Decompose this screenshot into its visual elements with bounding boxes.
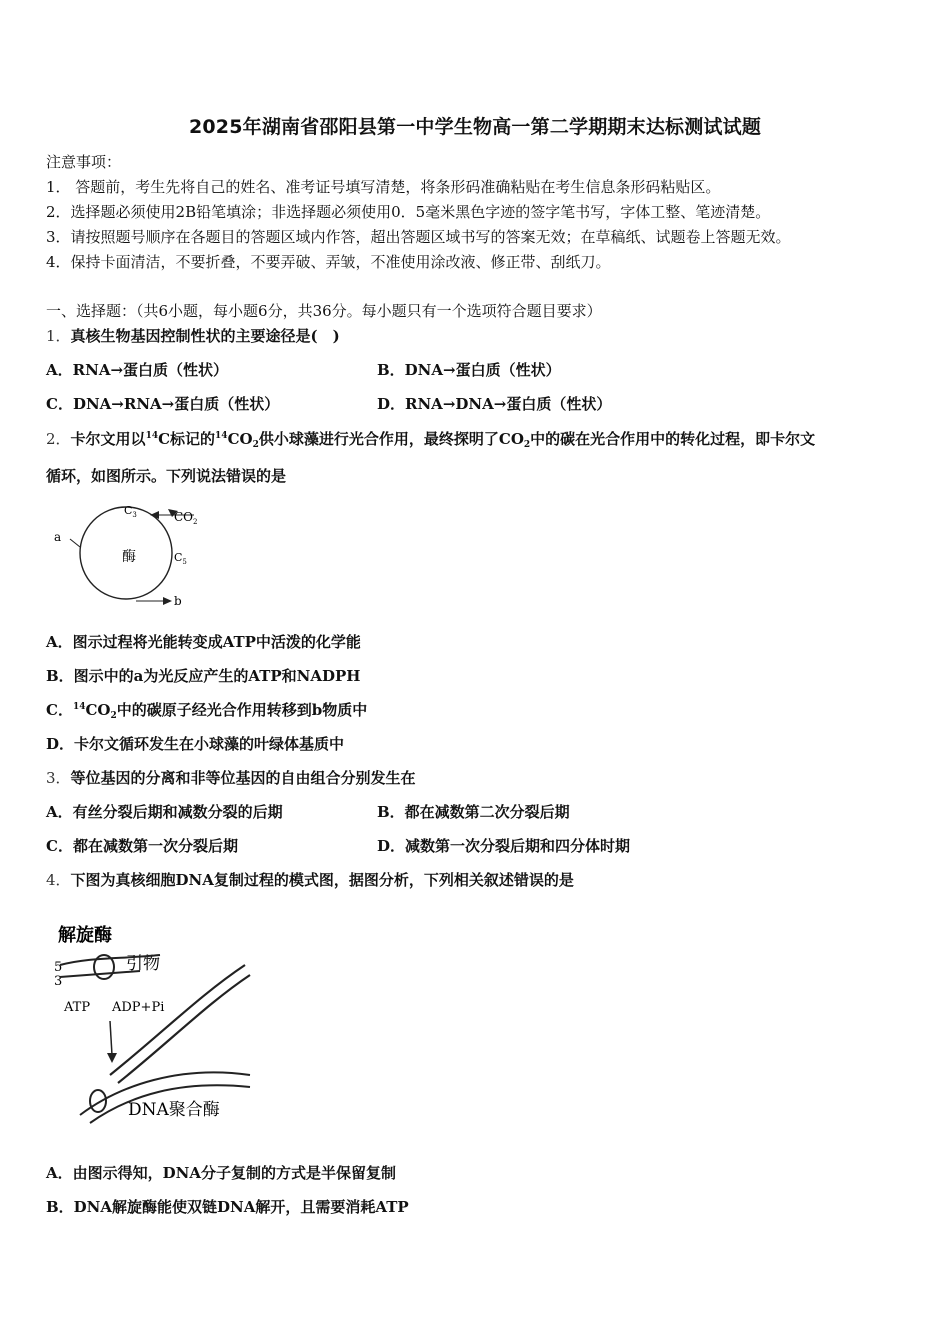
arrow-a-line bbox=[70, 539, 80, 547]
b-arrowhead bbox=[163, 597, 172, 605]
q2-text-5: 中的碳在光合作用中的转化过程，即卡尔文 bbox=[530, 430, 816, 448]
question-stem: 下图为真核细胞DNA复制过程的模式图，据图分析，下列相关叙述错误的是 bbox=[70, 871, 574, 889]
leading-strand-2 bbox=[118, 975, 250, 1083]
q2-option-c-sup: 14 bbox=[72, 702, 86, 712]
atp-arrowhead bbox=[107, 1053, 117, 1063]
question-stem: 等位基因的分离和非等位基因的自由组合分别发生在 bbox=[70, 769, 416, 787]
q2-option-c-text: 中的碳原子经光合作用转移到b物质中 bbox=[116, 701, 368, 719]
q3-option-b[interactable]: B．都在减数第二次分裂后期 bbox=[377, 803, 570, 821]
q3-option-a[interactable]: A．有丝分裂后期和减数分裂的后期 bbox=[46, 803, 283, 821]
q3-option-c[interactable]: C．都在减数第一次分裂后期 bbox=[46, 837, 238, 855]
q2-text-4: 供小球藻进行光合作用，最终探明了 bbox=[258, 430, 499, 448]
label-enzyme: 酶 bbox=[122, 549, 136, 565]
q1-option-c[interactable]: C．DNA→RNA→蛋白质（性状） bbox=[46, 395, 280, 413]
question-3 bbox=[46, 767, 416, 789]
label-a: a bbox=[54, 530, 62, 544]
label-polymerase: DNA聚合酶 bbox=[128, 1100, 220, 1120]
label-c5: $C_5$ bbox=[174, 551, 187, 566]
question-4 bbox=[46, 869, 574, 891]
question-2 bbox=[46, 428, 815, 450]
label-c3: $C_3$ bbox=[124, 504, 137, 519]
strand-top-2 bbox=[60, 971, 140, 977]
question-number: 2． bbox=[46, 430, 71, 448]
notice-heading: 注意事项： bbox=[46, 153, 122, 171]
q2-option-d[interactable]: D．卡尔文循环发生在小球藻的叶绿体基质中 bbox=[46, 735, 345, 753]
atp-arrow bbox=[110, 1021, 112, 1055]
section-heading: 一、选择题：（共6小题，每小题6分，共36分。每小题只有一个选项符合题目要求） bbox=[46, 302, 602, 320]
q3-option-d[interactable]: D．减数第一次分裂后期和四分体时期 bbox=[377, 837, 631, 855]
question-number: 3． bbox=[46, 769, 71, 787]
q2-option-c-sub: 2 bbox=[110, 711, 117, 721]
label-adp: ADP+Pi bbox=[112, 1000, 165, 1015]
q4-option-a[interactable]: A．由图示得知，DNA分子复制的方式是半保留复制 bbox=[46, 1164, 396, 1182]
label-3: 3 bbox=[54, 974, 63, 989]
q2-option-a[interactable]: A．图示过程将光能转变成ATP中活泼的化学能 bbox=[46, 633, 361, 651]
q2-text-2: C标记的 bbox=[158, 430, 216, 448]
leading-strand-1 bbox=[110, 965, 245, 1075]
q2-option-c[interactable] bbox=[46, 699, 367, 721]
q2-sup-14: 14 bbox=[145, 431, 159, 441]
label-atp: ATP bbox=[64, 1000, 91, 1015]
dna-replication-diagram bbox=[50, 915, 260, 1125]
label-b: b bbox=[174, 594, 182, 608]
q2-option-c-prefix: C． bbox=[46, 701, 73, 719]
label-5: 5 bbox=[54, 960, 63, 975]
co2-arrowhead bbox=[150, 511, 159, 519]
notice-item-3: 3．请按照题号顺序在各题目的答题区域内作答，超出答题区域书写的答案无效；在草稿纸、试题卷上答题无效。 bbox=[46, 228, 791, 246]
q2-text-1: 卡尔文用以 bbox=[70, 430, 146, 448]
question-number: 1． bbox=[46, 327, 71, 345]
q1-option-b[interactable]: B．DNA→蛋白质（性状） bbox=[377, 361, 561, 379]
question-stem: 真核生物基因控制性状的主要途径是( ) bbox=[70, 327, 340, 345]
question-number: 4． bbox=[46, 871, 71, 889]
label-primer: 引物 bbox=[126, 954, 160, 974]
q2-stem-line-2: 循环，如图所示。下列说法错误的是 bbox=[46, 467, 287, 485]
page-title: 2025年湖南省邵阳县第一中学生物高一第二学期期末达标测试试题 bbox=[188, 116, 762, 138]
q4-option-b[interactable]: B．DNA解旋酶能使双链DNA解开，且需要消耗ATP bbox=[46, 1198, 409, 1216]
q2-option-c-co: CO bbox=[85, 701, 111, 719]
label-co2: $CO_2$ bbox=[174, 510, 198, 526]
label-helicase: 解旋酶 bbox=[58, 925, 112, 946]
q1-option-d[interactable]: D．RNA→DNA→蛋白质（性状） bbox=[377, 395, 612, 413]
polymerase-shape bbox=[90, 1090, 106, 1112]
q2-sub-2: 2 bbox=[252, 440, 259, 450]
q2-sup-14b: 14 bbox=[215, 431, 228, 441]
notice-item-4: 4．保持卡面清洁，不要折叠，不要弄破、弄皱，不准使用涂改液、修正带、刮纸刀。 bbox=[46, 253, 611, 271]
calvin-cycle-diagram bbox=[46, 495, 226, 615]
notice-item-1: 1． 答题前，考生先将自己的姓名、准考证号填写清楚，将条形码准确粘贴在考生信息条形码粘贴区。 bbox=[46, 178, 721, 196]
q2-text-3: CO bbox=[227, 430, 253, 448]
q2-option-b[interactable]: B．图示中的a为光反应产生的ATP和NADPH bbox=[46, 667, 361, 685]
notice-item-2: 2．选择题必须使用2B铅笔填涂；非选择题必须使用0．5毫米黑色字迹的签字笔书写，字体工整、笔迹清楚。 bbox=[46, 203, 771, 221]
question-1 bbox=[46, 325, 340, 347]
q2-sub-2b: 2 bbox=[523, 440, 531, 450]
q2-text-co2: CO bbox=[498, 430, 524, 448]
q1-option-a[interactable]: A．RNA→蛋白质（性状） bbox=[46, 361, 229, 379]
